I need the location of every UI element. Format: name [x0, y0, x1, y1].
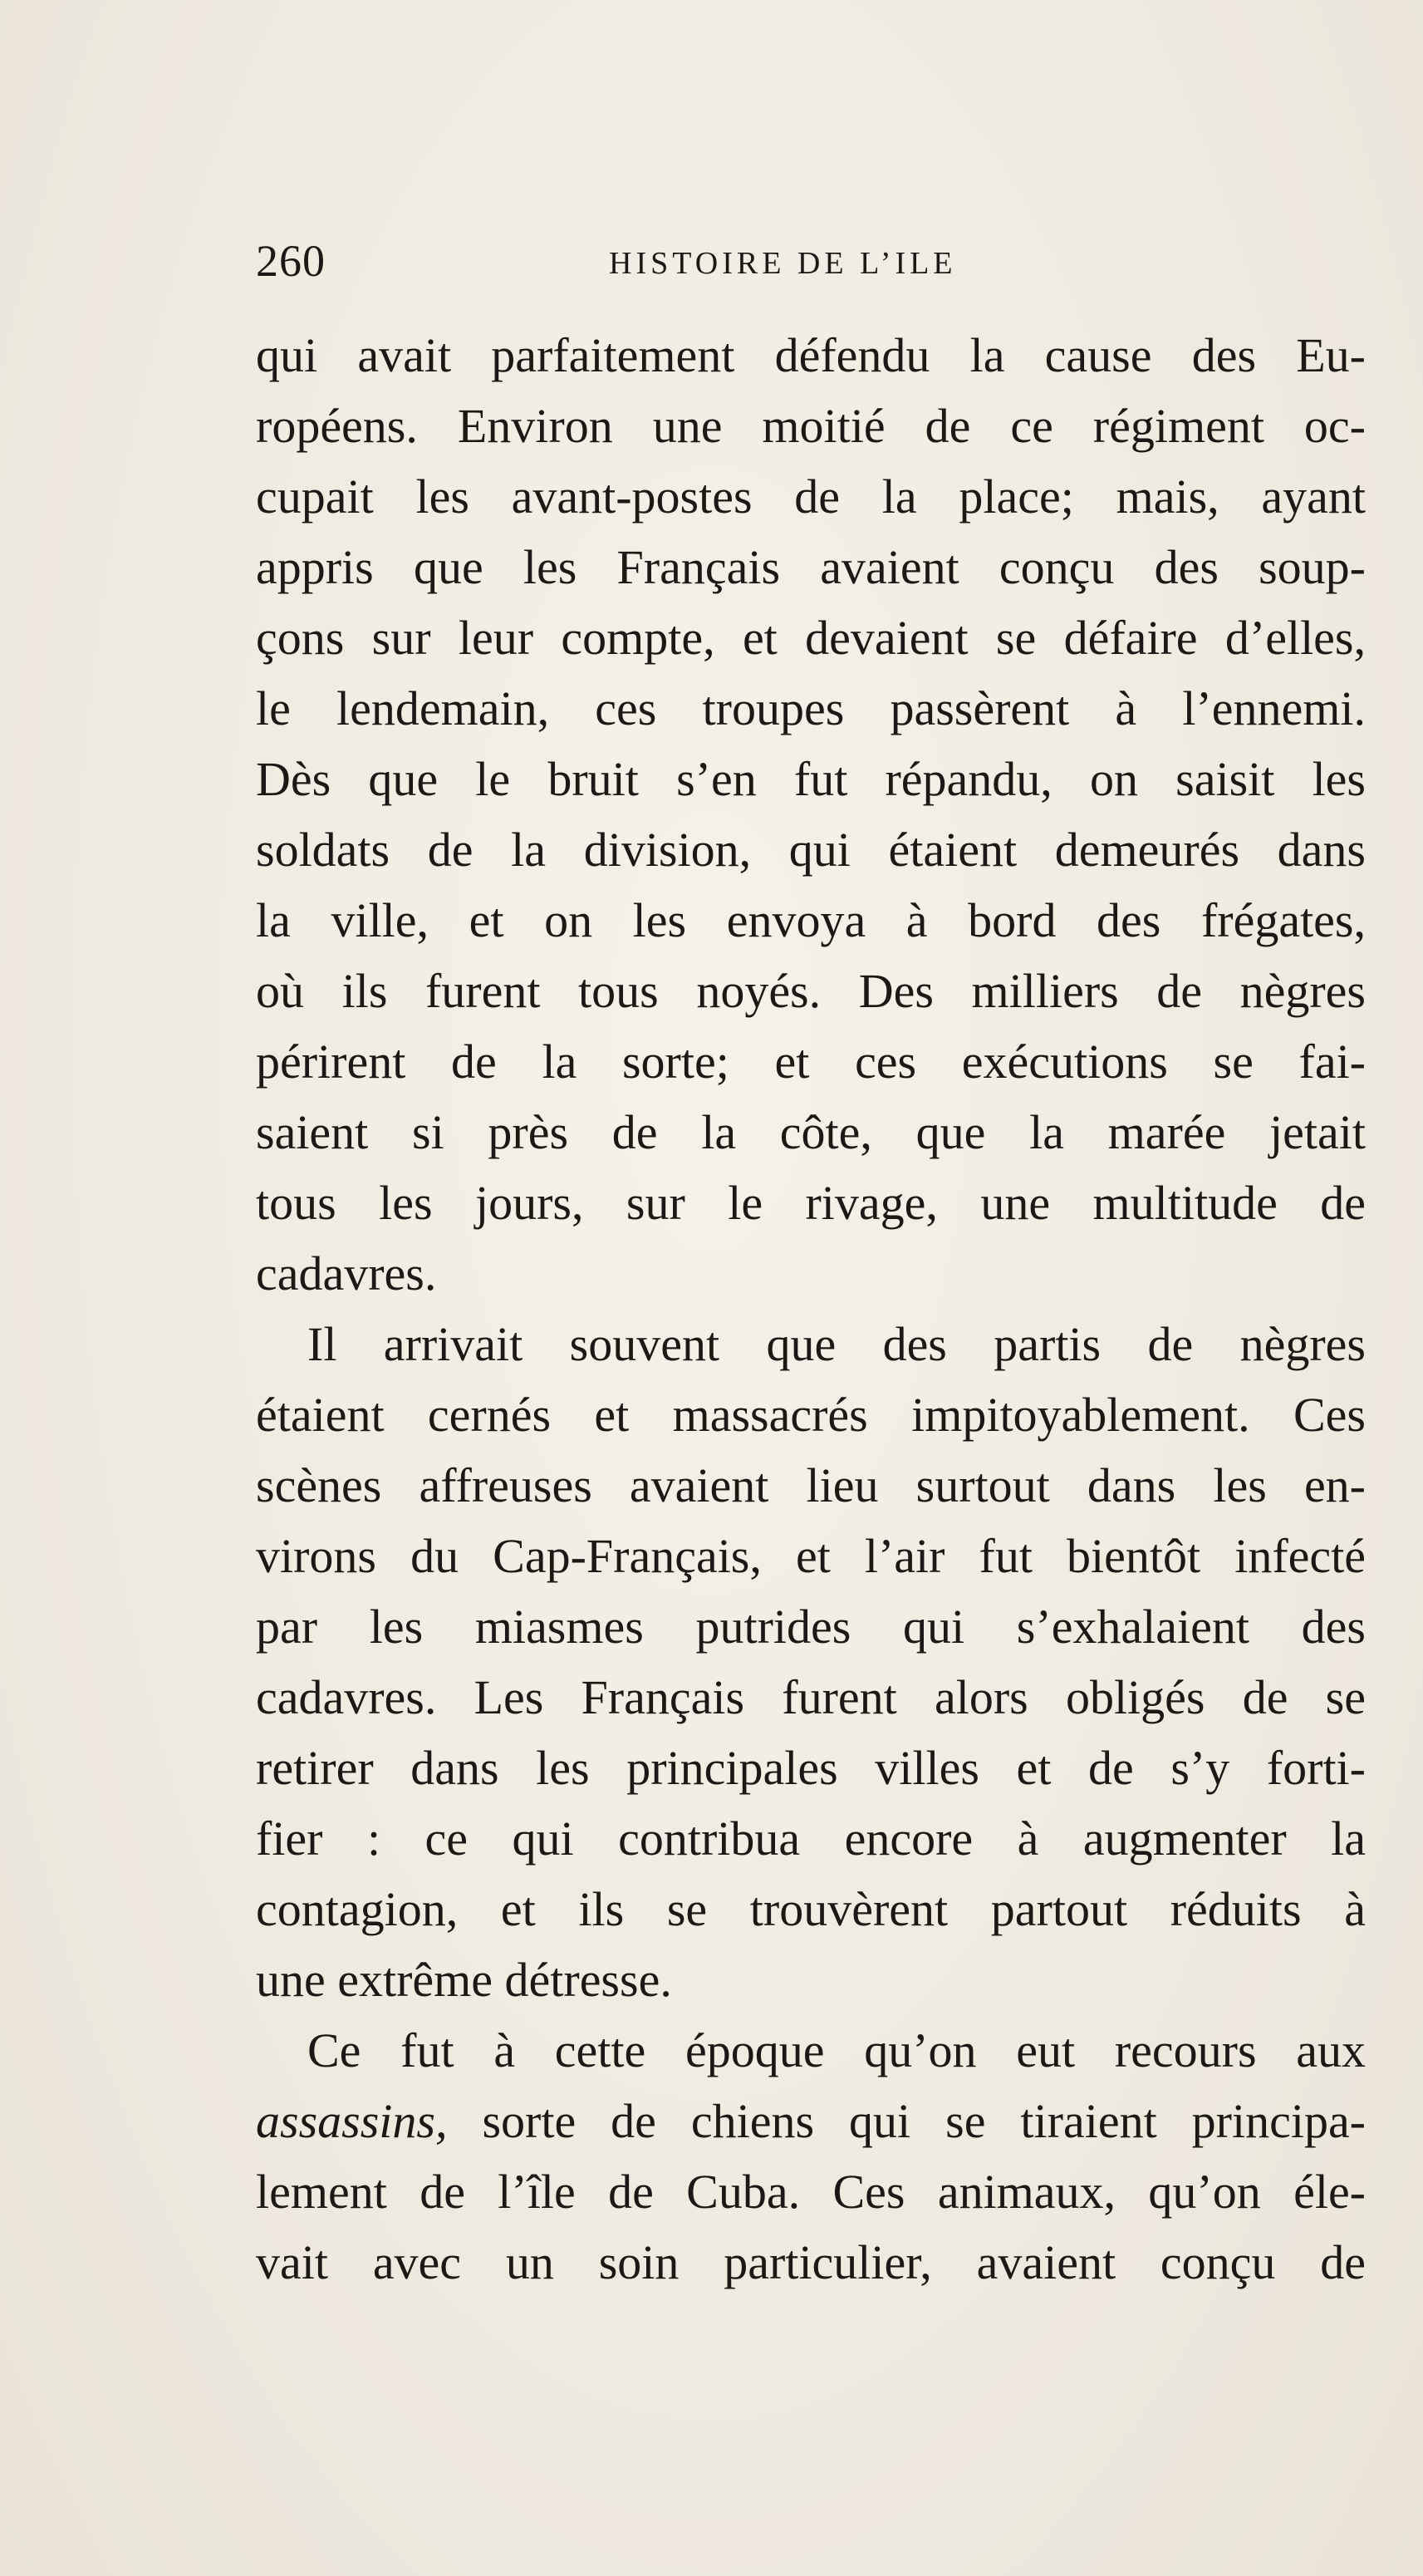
- text-line: virons du Cap-Français, et l’air fut bientôt infecté: [256, 1529, 1366, 1583]
- paragraph-2: [256, 1309, 1366, 2015]
- body-text: [256, 320, 1366, 2298]
- text-line: çons sur leur compte, et devaient se défaire d’elles,: [256, 611, 1366, 665]
- text-line: tous les jours, sur le rivage, une multitude de: [256, 1176, 1366, 1230]
- text-line: étaient cernés et massacrés impitoyablement. Ces: [256, 1388, 1366, 1442]
- text-line: fier : ce qui contribua encore à augmenter la: [256, 1812, 1366, 1866]
- text-line: où ils furent tous noyés. Des milliers de nègres: [256, 964, 1366, 1018]
- paragraph-1: [256, 320, 1366, 1309]
- text-line: par les miasmes putrides qui s’exhalaient des: [256, 1600, 1366, 1654]
- running-head: HISTOIRE DE L’ILE: [609, 246, 957, 281]
- page-number: 260: [256, 236, 326, 286]
- paragraph-3: [256, 2015, 1366, 2298]
- text-line: soldats de la division, qui étaient demeurés dans: [256, 823, 1366, 877]
- text-line: périrent de la sorte; et ces exécutions se fai-: [256, 1035, 1366, 1089]
- text-line: lement de l’île de Cuba. Ces animaux, qu’on éle-: [256, 2165, 1366, 2219]
- text-line: Ce fut à cette époque qu’on eut recours aux: [307, 2023, 1366, 2077]
- text-line: le lendemain, ces troupes passèrent à l’ennemi.: [256, 681, 1366, 735]
- text-line: contagion, et ils se trouvèrent partout réduits à: [256, 1882, 1366, 1936]
- text-line: une extrême détresse.: [256, 1953, 672, 2007]
- text-line: appris que les Français avaient conçu des soup-: [256, 540, 1366, 594]
- text-line-with-italic: [256, 2086, 1366, 2156]
- text-line: la ville, et on les envoya à bord des frégates,: [256, 893, 1366, 947]
- page-header: [256, 235, 1366, 293]
- text-line: qui avait parfaitement défendu la cause des Eu-: [256, 328, 1366, 382]
- text-line: cupait les avant-postes de la place; mais, ayant: [256, 469, 1366, 524]
- text-line: ropéens. Environ une moitié de ce régiment oc-: [256, 399, 1366, 453]
- text-line: vait avec un soin particulier, avaient conçu de: [256, 2235, 1366, 2289]
- text-line: cadavres. Les Français furent alors obligés de se: [256, 1670, 1366, 1724]
- text-line: Il arrivait souvent que des partis de nègres: [307, 1317, 1366, 1371]
- text-line: cadavres.: [256, 1246, 437, 1300]
- text-line: scènes affreuses avaient lieu surtout dans les en-: [256, 1458, 1366, 1512]
- text-line: retirer dans les principales villes et de s’y forti-: [256, 1741, 1366, 1795]
- text-line-rest: sorte de chiens qui se tiraient principa-: [482, 2094, 1366, 2148]
- italic-word: assassins,: [256, 2094, 448, 2148]
- text-line: Dès que le bruit s’en fut répandu, on saisit les: [256, 752, 1366, 806]
- text-line: saient si près de la côte, que la marée jetait: [256, 1105, 1366, 1159]
